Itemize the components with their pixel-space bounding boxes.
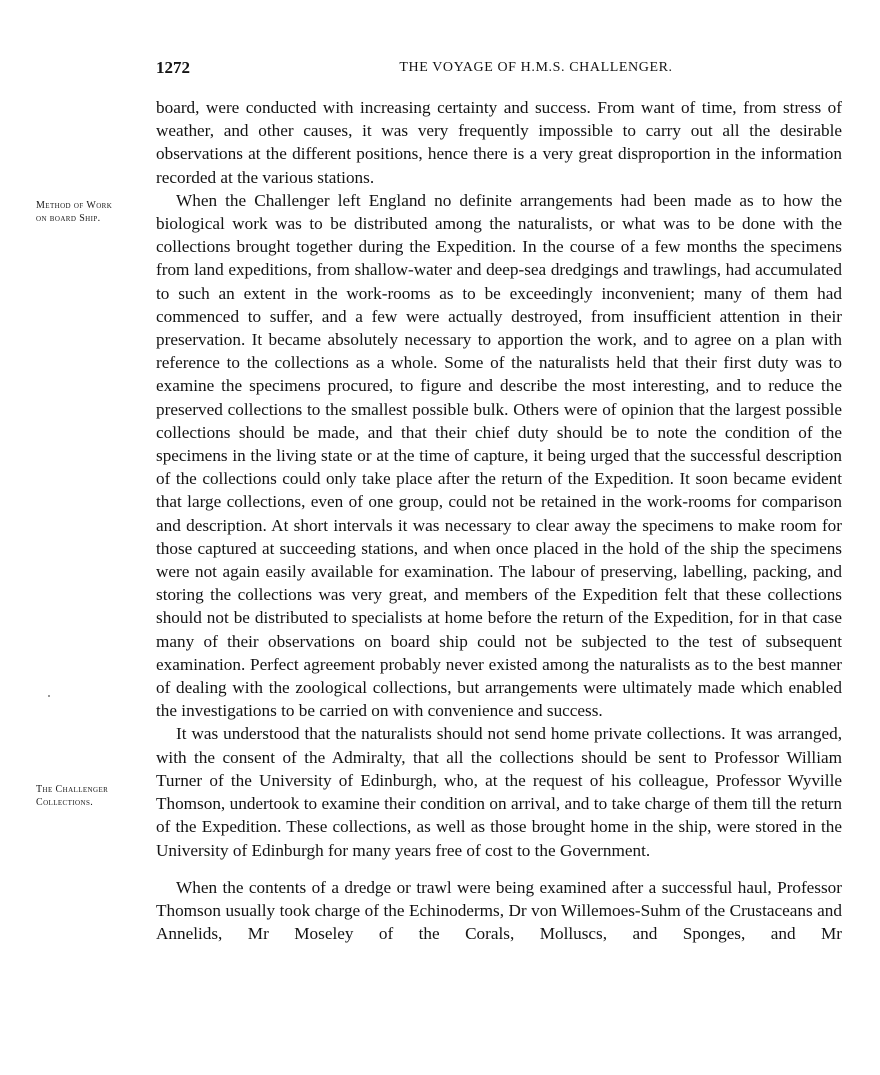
page-number: 1272 [156, 58, 190, 77]
sidenote-line: on board Ship. [36, 213, 101, 224]
paragraph-continuation: board, were conducted with increasing certainty and success. From want of time, from stress of weather, and other causes, it was very frequently impossible to carry out all the desirable observations at the different positions, hence there is a very great disproportion in the information recorded at the various stations. [156, 98, 842, 187]
sidenote-line: Collections. [36, 797, 94, 808]
page-header [156, 58, 840, 82]
margin-speck [48, 695, 50, 697]
sidenote-method-of-work [36, 199, 158, 225]
sidenote-challenger-collections [36, 783, 158, 809]
running-head: THE VOYAGE OF H.M.S. CHALLENGER. [399, 60, 673, 75]
body-text [156, 96, 842, 945]
paragraph-dredge-contents: When the contents of a dredge or trawl were being examined after a successful haul, Professor Thomson usually took charge of the Echinoderms, Dr von Willemoes-Suhm of the Crustaceans and Annelids, Mr Moseley of the Corals, Molluscs, and Sponges, and Mr [156, 877, 842, 944]
paragraph-method-of-work: When the Challenger left England no definite arrangements had been made as to how the biological work was to be distributed among the naturalists, or what was to be done with the collections brought together during the Expedition. In the course of a few months the specimens from land expeditions, from shallow-water and deep-sea dredgings and trawlings, had accumulated to such an extent in the work-rooms as to be exceedingly inconvenient; many of them had commenced to suffer, and a few were actually destroyed, from insufficient attention in their preservation. It became absolutely necessary to apportion the work, and to agree on a plan with reference to the collections as a whole. Some of the naturalists held that their first duty was to examine the specimens procured, to figure and describe the most interesting, and to reduce the preserved collections to the smallest possible bulk. Others were of opinion that the largest possible collections should be made, and that their chief duty should be to note the condition of the specimens in the living state or at the time of capture, it being urged that the successful description of the collections could only take place after the return of the Expedition. It soon became evident that large collections, even of one group, could not be retained in the work-rooms for comparison and description. At short intervals it was necessary to clear away the specimens to make room for those captured at succeeding stations, and when once placed in the hold of the ship the specimens were not again easily available for examination. The labour of preserving, labelling, packing, and storing the collections was very great, and members of the Expedition felt that these collections should not be distributed to specialists at home before the return of the Expedition, for in that case many of their observations on board ship could not be subjected to the test of subsequent examination. Perfect agreement probably never existed among the naturalists as to the best manner of dealing with the zoological collections, but arrangements were ultimately made which enabled the investigations to be carried on with convenience and success. [156, 190, 842, 721]
paragraph-collections: It was understood that the naturalists should not send home private collections. It was arranged, with the consent of the Admiralty, that all the collections should be sent to Professor William Turner of the University of Edinburgh, who, at the request of his colleague, Professor Wyville Thomson, undertook to examine their condition on arrival, and to take charge of them till the return of the Expedition. These collections, as well as those brought home in the ship, were stored in the University of Edinburgh for many years free of cost to the Government. [156, 724, 842, 860]
sidenote-line: Method of Work [36, 200, 113, 211]
sidenote-line: The Challenger [36, 784, 109, 795]
